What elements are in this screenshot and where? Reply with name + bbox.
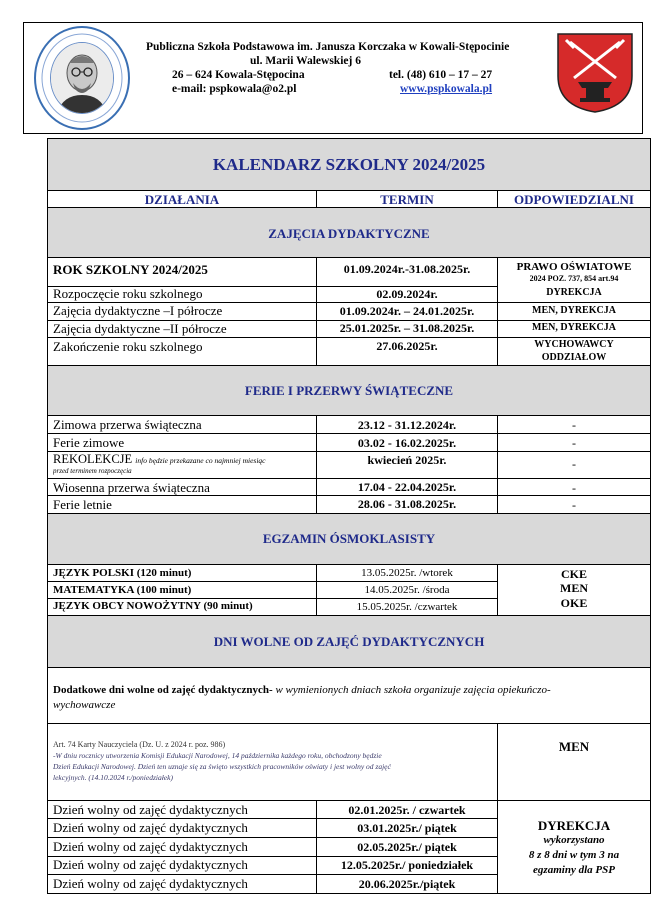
days-off-resp-line2: wykorzystano <box>543 834 605 846</box>
days-off-resp-line3: 8 z 8 dni w tym 3 na <box>528 849 620 861</box>
day-off-row-2-action: Dzień wolny od zajęć dydaktycznych <box>53 820 248 835</box>
row-start-action: Rozpoczęcie roku szkolnego <box>53 286 203 301</box>
row-summer-resp: - <box>572 498 576 512</box>
col-header-responsible: ODPOWIEDZIALNI <box>514 192 634 207</box>
days-off-resp-title: DYREKCJA <box>537 818 611 833</box>
row-exam-lang-action: JĘZYK OBCY NOWOŻYTNY (90 minut) <box>53 600 253 612</box>
row-school-year-action: ROK SZKOLNY 2024/2025 <box>53 262 208 277</box>
row-winter-break-term: 23.12 - 31.12.2024r. <box>357 418 457 432</box>
row-sem1-term: 01.09.2024r. – 24.01.2025r. <box>339 304 475 318</box>
row-sem1-action: Zajęcia dydaktyczne –I półrocze <box>53 303 223 318</box>
row-exam-polish-term: 13.05.2025r. /wtorek <box>361 567 453 579</box>
kn-article-ref: Art. 74 Karty Nauczyciela <box>53 740 138 749</box>
row-end-resp: WYCHOWAWCY <box>534 339 614 350</box>
row-retreat-action <box>53 452 315 467</box>
days-off-additional-bold: Dodatkowe dni wolne od zajęć dydaktycznych- <box>53 684 273 696</box>
row-start-term: 02.09.2024r. <box>376 287 438 301</box>
row-start-resp: DYREKCJA <box>546 287 602 298</box>
row-spring-break-action: Wiosenna przerwa świąteczna <box>53 480 210 495</box>
row-winter-holidays-term: 03.02 - 16.02.2025r. <box>357 436 457 450</box>
kn-article-line1 <box>53 740 493 749</box>
exam-resp-cke: CKE <box>560 567 587 581</box>
kn-article-resp: MEN <box>558 739 590 754</box>
korczak-portrait <box>50 42 114 114</box>
days-off-additional <box>53 684 648 696</box>
day-off-row-3-term: 02.05.2025r./ piątek <box>357 840 457 854</box>
section-title-holidays: FERIE I PRZERWY ŚWIĄTECZNE <box>244 383 454 398</box>
day-off-row-5-term: 20.06.2025r./piątek <box>358 877 456 891</box>
day-off-row-5-action: Dzień wolny od zajęć dydaktycznych <box>53 876 248 891</box>
row-exam-polish-action: JĘZYK POLSKI (120 minut) <box>53 567 192 579</box>
school-postal: 26 – 624 Kowala-Stępocina <box>172 69 305 81</box>
row-sem2-action: Zajęcia dydaktyczne –II półrocze <box>53 321 227 336</box>
school-name: Publiczna Szkoła Podstawowa im. Janusza Korczaka w Kowali-Stępocinie <box>146 41 510 53</box>
day-off-row-3-action: Dzień wolny od zajęć dydaktycznych <box>53 839 248 854</box>
row-school-year-resp-law: 2024 POZ. 737, 854 art.94 <box>529 274 619 283</box>
school-street: ul. Marii Walewskiej 6 <box>250 55 361 67</box>
exam-resp-men: MEN <box>560 581 588 595</box>
row-summer-term: 28.06 - 31.08.2025r. <box>357 497 457 511</box>
school-email: e-mail: pspkowala@o2.pl <box>172 83 297 95</box>
retreat-note-2: przed terminem rozpoczęcia <box>53 467 132 475</box>
row-summer-action: Ferie letnie <box>53 497 112 512</box>
days-off-resp-line4: egzaminy dla PSP <box>533 864 615 876</box>
row-sem1-resp: MEN, DYREKCJA <box>532 305 616 316</box>
day-off-row-2-term: 03.01.2025r./ piątek <box>357 821 457 835</box>
section-title-days-off: DNI WOLNE OD ZAJĘĆ DYDAKTYCZNYCH <box>213 634 485 649</box>
row-winter-holidays-resp: - <box>572 436 576 450</box>
row-winter-break-resp: - <box>572 418 576 432</box>
day-off-row-4-term: 12.05.2025r./ poniedziałek <box>340 858 474 872</box>
row-school-year-term: 01.09.2024r.-31.08.2025r. <box>343 262 471 276</box>
day-off-row-1-action: Dzień wolny od zajęć dydaktycznych <box>53 802 248 817</box>
day-off-row-4-action: Dzień wolny od zajęć dydaktycznych <box>53 857 248 872</box>
coat-of-arms-icon <box>556 32 634 114</box>
row-winter-holidays-action: Ferie zimowe <box>53 435 125 450</box>
kn-article-line3: Dzień Edukacji Narodowej. Dzień ten uznaje się za święto wszystkich pracowników oświaty i jest wolny od zajęć <box>53 762 391 771</box>
row-exam-math-term: 14.05.2025r. /środa <box>364 584 450 596</box>
row-spring-break-resp: - <box>572 481 576 495</box>
days-off-additional-italic: w wymienionych dniach szkoła organizuje zajęcia opiekuńczo- <box>272 684 551 696</box>
exam-resp-oke: OKE <box>560 596 588 610</box>
portrait-icon <box>51 43 113 113</box>
day-off-row-1-term: 02.01.2025r. / czwartek <box>348 803 466 817</box>
col-header-term: TERMIN <box>380 192 434 207</box>
row-end-resp-2: ODDZIAŁÓW <box>541 352 607 363</box>
school-website-link[interactable]: www.pspkowala.pl <box>400 83 493 95</box>
row-winter-break-action: Zimowa przerwa świąteczna <box>53 417 202 432</box>
row-end-action: Zakończenie roku szkolnego <box>53 339 203 354</box>
col-header-actions: DZIAŁANIA <box>144 192 220 207</box>
row-sem2-term: 25.01.2025r. – 31.08.2025r. <box>339 321 475 335</box>
calendar-title: KALENDARZ SZKOLNY 2024/2025 <box>212 155 486 174</box>
kn-article-line4: lekcyjnych. (14.10.2024 r./poniedziałek) <box>53 773 173 782</box>
kn-article-line2: -W dniu rocznicy utworzenia Komisji Edukacji Narodowej, 14 października każdego roku, obchodzony będzie <box>53 751 382 760</box>
school-phone: tel. (48) 610 – 17 – 27 <box>389 69 493 81</box>
retreat-label: REKOLEKCJE <box>53 452 133 466</box>
row-end-term: 27.06.2025r. <box>376 339 438 353</box>
row-retreat-resp: - <box>572 457 576 471</box>
section-title-didactic: ZAJĘCIA DYDAKTYCZNE <box>268 226 430 241</box>
days-off-additional-italic-2: wychowawcze <box>53 699 116 711</box>
row-school-year-resp: PRAWO OŚWIATOWE <box>516 261 632 273</box>
row-spring-break-term: 17.04 - 22.04.2025r. <box>357 480 457 494</box>
row-sem2-resp: MEN, DYREKCJA <box>532 322 616 333</box>
section-title-exam: EGZAMIN ÓSMOKLASISTY <box>262 531 436 546</box>
kn-article-dz: (Dz. U. z 2024 r. poz. 986) <box>137 740 226 749</box>
school-seal-logo <box>34 26 130 130</box>
row-exam-math-action: MATEMATYKA (100 minut) <box>53 584 192 596</box>
retreat-note: info będzie przekazane co najmniej miesiąc <box>135 456 266 465</box>
row-exam-lang-term: 15.05.2025r. /czwartek <box>356 601 458 613</box>
row-retreat-term: kwiecień 2025r. <box>367 453 447 467</box>
